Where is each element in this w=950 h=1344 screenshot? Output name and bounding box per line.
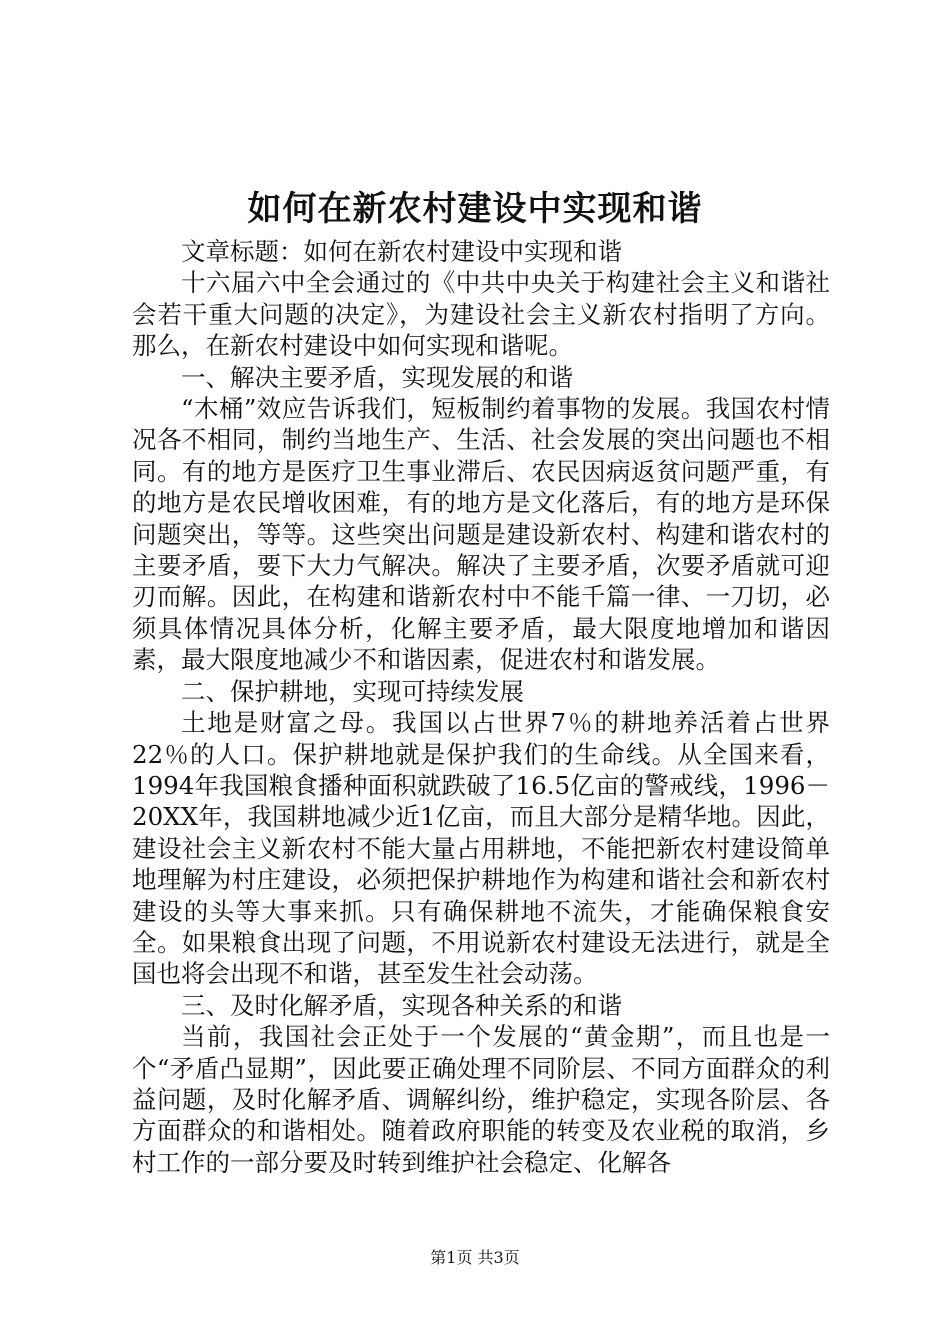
section-2-paragraph: 土地是财富之母。我国以占世界7％的耕地养活着占世界22％的人口。保护耕地就是保护我们的生命线。从全国来看，1994年我国粮食播种面积就跌破了16.5亿亩的警戒线，1996－20XX年，我国耕地减少近1亿亩，而且大部分是精华地。因此，建设社会主义新农村不能大量占用耕地，不能把新农村建设简单地理解为村庄建设，必须把保护耕地作为构建和谐社会和新农村建设的头等大事来抓。只有确保耕地不流失，才能确保粮食安全。如果粮食出现了问题，不用说新农村建设无法进行，就是全国也将会出现不和谐，甚至发生社会动荡。 — [132, 708, 830, 989]
article-heading-line: 文章标题：如何在新农村建设中实现和谐 — [181, 237, 622, 266]
page-footer: 第1页 共3页 — [430, 1248, 520, 1267]
section-heading-2: 二、保护耕地，实现可持续发展 — [181, 676, 524, 706]
section-heading-3: 三、及时化解矛盾，实现各种关系的和谐 — [181, 990, 622, 1020]
document-body — [132, 236, 830, 1178]
section-1-paragraph: “木桶”效应告诉我们，短板制约着事物的发展。我国农村情况各不相同，制约当地生产、生活、社会发展的突出问题也不相同。有的地方是医疗卫生事业滞后、农民因病返贫问题严重，有的地方是农民增收困难，有的地方是文化落后，有的地方是环保问题突出，等等。这些突出问题是建设新农村、构建和谐农村的主要矛盾，要下大力气解决。解决了主要矛盾，次要矛盾就可迎刃而解。因此，在构建和谐新农村中不能千篇一律、一刀切，必须具体情况具体分析，化解主要矛盾，最大限度地增加和谐因素，最大限度地减少不和谐因素，促进农村和谐发展。 — [132, 394, 830, 675]
section-3-paragraph: 当前，我国社会正处于一个发展的“黄金期”，而且也是一个“矛盾凸显期”，因此要正确处理不同阶层、不同方面群众的利益问题，及时化解矛盾、调解纠纷，维护稳定，实现各阶层、各方面群众的和谐相处。随着政府职能的转变及农业税的取消，乡村工作的一部分要及时转到维护社会稳定、化解各 — [132, 1022, 830, 1177]
intro-paragraph: 十六届六中全会通过的《中共中央关于构建社会主义和谐社会若干重大问题的决定》，为建设社会主义新农村指明了方向。那么，在新农村建设中如何实现和谐呢。 — [132, 268, 830, 361]
section-heading-1: 一、解决主要矛盾，实现发展的和谐 — [181, 362, 573, 392]
document-title: 如何在新农村建设中实现和谐 — [247, 189, 703, 229]
